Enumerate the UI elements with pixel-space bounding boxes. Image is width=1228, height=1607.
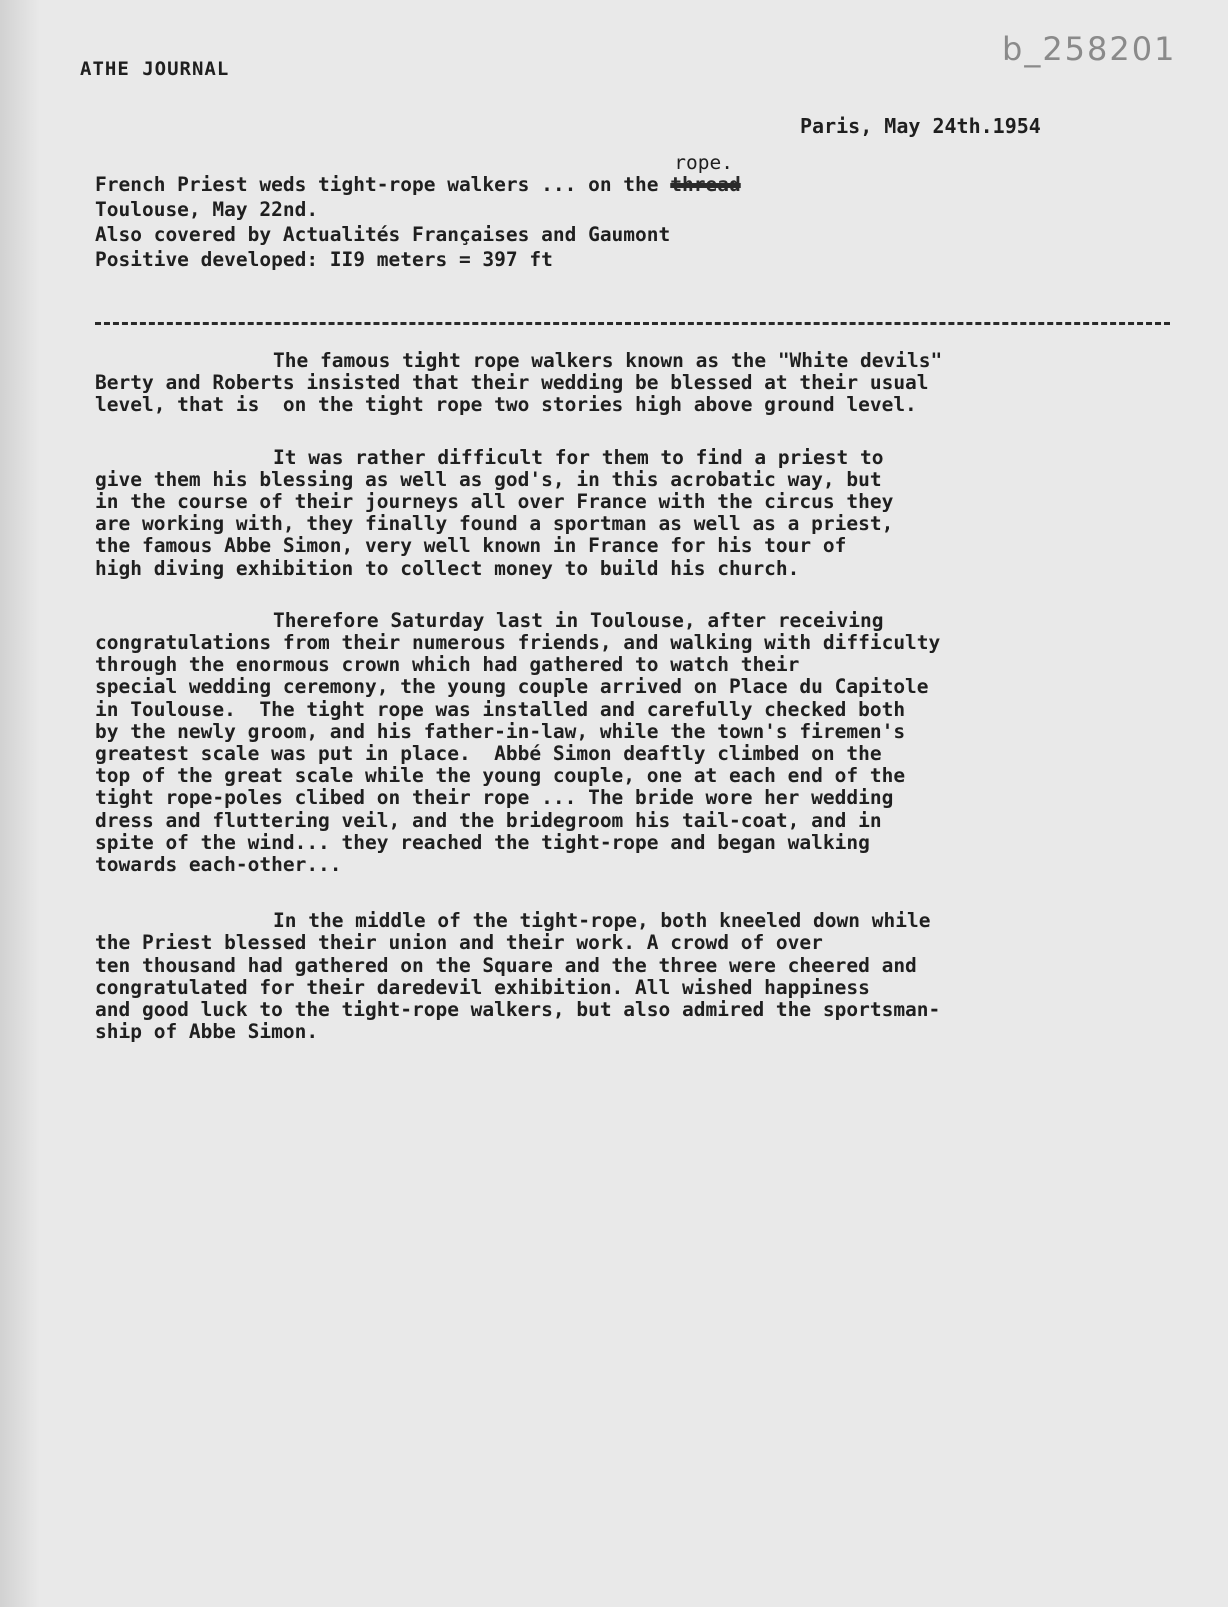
text-line: top of the great scale while the young couple, one at each end of the xyxy=(95,764,906,788)
text-line: in the course of their journeys all over France with the circus they xyxy=(95,490,894,514)
text-line: special wedding ceremony, the young couple arrived on Place du Capitole xyxy=(95,675,929,699)
text-line: are working with, they finally found a sportman as well as a priest, xyxy=(95,512,894,536)
headline-coverage: Also covered by Actualités Françaises and Gaumont xyxy=(95,223,671,246)
article-body xyxy=(95,350,1175,1065)
text-line: spite of the wind... they reached the tight-rope and began walking xyxy=(95,830,870,854)
text-line: dress and fluttering veil, and the bridegroom his tail-coat, and in xyxy=(95,808,882,832)
text-line: high diving exhibition to collect money to build his church. xyxy=(95,556,800,580)
text-line: level, that is on the tight rope two stories high above ground level. xyxy=(95,393,917,417)
text-line: ship of Abbe Simon. xyxy=(95,1020,319,1044)
paragraph-2 xyxy=(95,447,1175,580)
text-line: Therefore Saturday last in Toulouse, after receiving xyxy=(273,608,884,632)
text-line: ten thousand had gathered on the Square and the three were cheered and xyxy=(95,953,917,977)
text-line: the Priest blessed their union and their work. A crowd of over xyxy=(95,931,823,955)
text-line: The famous tight rope walkers known as the "White devils" xyxy=(273,349,943,372)
struck-text: thread xyxy=(670,173,741,196)
headline-location: Toulouse, May 22nd. xyxy=(95,198,319,221)
text-line: congratulations from their numerous friends, and walking with difficulty xyxy=(95,631,941,655)
headline-footage: Positive developed: II9 meters = 397 ft xyxy=(95,248,553,271)
text-line: congratulated for their daredevil exhibition. All wished happiness xyxy=(95,975,870,999)
text-line: give them his blessing as well as god's, in this acrobatic way, but xyxy=(95,467,882,491)
dateline: Paris, May 24th.1954 xyxy=(800,114,1041,138)
correction-text: rope. xyxy=(674,151,733,174)
publication-name: ATHE JOURNAL xyxy=(80,58,230,80)
handwritten-reference-number: b_258201 xyxy=(1002,30,1177,68)
headline-title: French Priest weds tight-rope walkers ... on the rope. thread xyxy=(95,151,741,196)
text-line: Berty and Roberts insisted that their wedding be blessed at their usual xyxy=(95,371,929,395)
text-line: greatest scale was put in place. Abbé Simon deaftly climbed on the xyxy=(95,742,882,766)
paragraph-4 xyxy=(95,910,1175,1043)
text-line: It was rather difficult for them to find a priest to xyxy=(273,445,884,469)
text-line: tight rope-poles clibed on their rope ... The bride wore her wedding xyxy=(95,786,894,810)
text-line: towards each-other... xyxy=(95,853,342,877)
text-line: by the newly groom, and his father-in-law, while the town's firemen's xyxy=(95,719,906,743)
text-line: the famous Abbe Simon, very well known in France for his tour of xyxy=(95,534,847,558)
text-line: In the middle of the tight-rope, both kneeled down while xyxy=(273,909,931,933)
headline-block xyxy=(95,151,1175,272)
text-line: in Toulouse. The tight rope was installed and carefully checked both xyxy=(95,697,906,721)
paragraph-3 xyxy=(95,610,1175,876)
paragraph-1 xyxy=(95,350,1175,417)
text-line: through the enormous crown which had gathered to watch their xyxy=(95,653,800,677)
dashed-divider xyxy=(95,322,1170,325)
text-line: and good luck to the tight-rope walkers, but also admired the sportsman- xyxy=(95,998,941,1022)
struck-correction xyxy=(670,151,741,197)
